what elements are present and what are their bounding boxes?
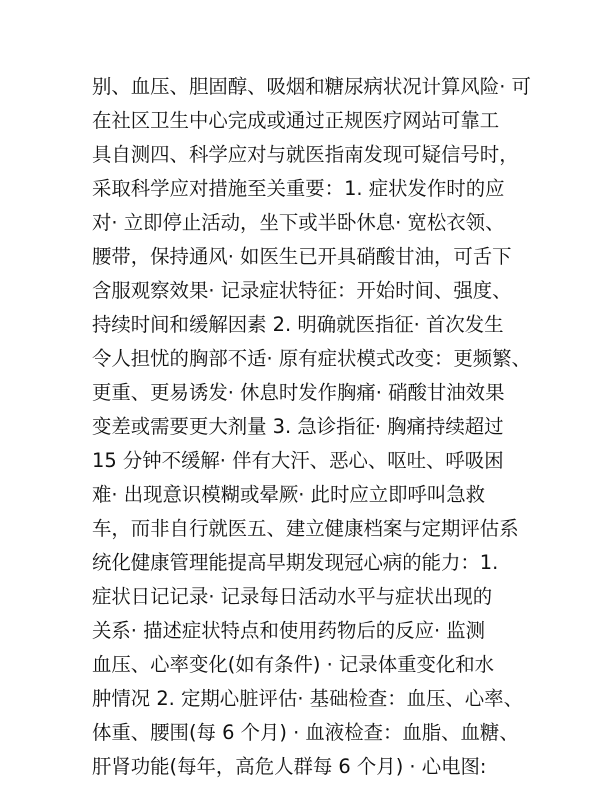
body-text-line: 具自测四、科学应对与就医指南发现可疑信号时， bbox=[92, 143, 519, 166]
body-text-line: 肿情况 2. 定期心脏评估· 基础检查：血压、心率、 bbox=[92, 687, 523, 710]
body-text-line: 统化健康管理能提高早期发现冠心病的能力：1. bbox=[92, 551, 499, 574]
body-text-line: 在社区卫生中心完成或通过正规医疗网站可靠工 bbox=[92, 109, 500, 132]
body-text-line: 车，而非自行就医五、建立健康档案与定期评估系 bbox=[92, 517, 519, 540]
body-text-line: 体重、腰围(每 6 个月) · 血液检查：血脂、血糖、 bbox=[92, 721, 519, 744]
body-text-line: 更重、更易诱发· 休息时发作胸痛· 硝酸甘油效果 bbox=[92, 381, 505, 404]
body-text-line: 关系· 描述症状特点和使用药物后的反应· 监测 bbox=[92, 619, 486, 642]
body-text-line: 肝肾功能(每年，高危人群每 6 个月) · 心电图: bbox=[92, 755, 487, 778]
body-text-line: 持续时间和缓解因素 2. 明确就医指征· 首次发生 bbox=[92, 313, 504, 336]
body-text-line: 采取科学应对措施至关重要：1. 症状发作时的应 bbox=[92, 177, 505, 200]
body-text-line: 对· 立即停止活动，坐下或半卧休息· 宽松衣领、 bbox=[92, 211, 505, 234]
body-text-line: 难· 出现意识模糊或晕厥· 此时应立即呼叫急救 bbox=[92, 483, 486, 506]
body-text-line: 血压、心率变化(如有条件) · 记录体重变化和水 bbox=[92, 653, 495, 676]
body-text-line: 含服观察效果· 记录症状特征：开始时间、强度、 bbox=[92, 279, 512, 302]
body-text-line: 15 分钟不缓解· 伴有大汗、恶心、呕吐、呼吸困 bbox=[92, 449, 504, 472]
body-text-line: 变差或需要更大剂量 3. 急诊指征· 胸痛持续超过 bbox=[92, 415, 504, 438]
body-text-line: 令人担忧的胸部不适· 原有症状模式改变：更频繁、 bbox=[92, 347, 531, 370]
body-text-line: 别、血压、胆固醇、吸烟和糖尿病状况计算风险· 可 bbox=[92, 75, 531, 98]
body-text-line: 腰带，保持通风· 如医生已开具硝酸甘油，可舌下 bbox=[92, 245, 512, 268]
body-text-line: 症状日记记录· 记录每日活动水平与症状出现的 bbox=[92, 585, 493, 608]
